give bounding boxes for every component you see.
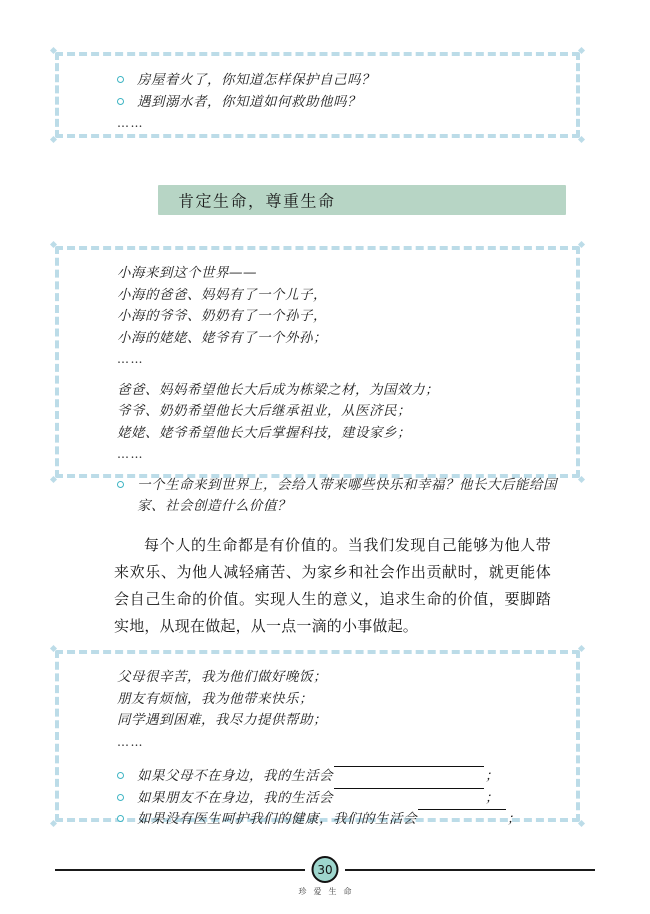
corner-diamond-icon xyxy=(50,476,57,483)
list-item xyxy=(117,70,375,92)
poem-line: 小海的姥姥、姥爷有了一个外孙； xyxy=(117,329,327,346)
ellipsis-text: …… xyxy=(117,116,144,130)
corner-diamond-icon xyxy=(578,241,585,248)
fill-in-blank-item[interactable] xyxy=(117,766,521,788)
circle-bullet-icon xyxy=(117,794,124,801)
page-footer xyxy=(0,856,650,906)
question-text: 遇到溺水者，你知道如何救助他吗？ xyxy=(137,93,361,110)
activity-box-top xyxy=(55,52,580,138)
list-item xyxy=(117,475,557,518)
stanza-spacer xyxy=(117,371,557,380)
statement-line: 朋友有烦恼，我为他带来快乐； xyxy=(117,690,313,707)
fill-in-tail: ； xyxy=(485,768,499,784)
ellipsis-text: …… xyxy=(117,447,144,461)
statement-line: 父母很辛苦，我为他们做好晚饭； xyxy=(117,669,327,685)
hope-line: 爸爸、妈妈希望他长大后成为栋梁之材，为国效力； xyxy=(117,381,439,398)
page-number-badge: 30 xyxy=(312,856,339,883)
fill-in-prompt: 如果父母不在身边，我的生活会 xyxy=(137,768,333,784)
footer-unit-title: 珍爱生命 xyxy=(298,887,359,896)
poem-line: 小海的爷爷、奶奶有了一个孙子， xyxy=(117,308,327,324)
middle-box-content xyxy=(117,263,557,518)
section-heading-band xyxy=(158,185,566,215)
footer-rule-left xyxy=(55,869,305,871)
statement-line: 同学遇到困难，我尽力提供帮助； xyxy=(117,712,327,728)
answer-blank-field[interactable] xyxy=(334,766,484,767)
circle-bullet-icon xyxy=(117,815,124,822)
circle-bullet-icon xyxy=(117,76,124,83)
bottom-box-content xyxy=(117,667,521,831)
fill-in-tail: ； xyxy=(485,789,499,806)
poem-line: 小海的爸爸、妈妈有了一个儿子， xyxy=(117,286,327,303)
activity-box-middle xyxy=(55,246,580,514)
circle-bullet-icon xyxy=(117,98,124,105)
circle-bullet-icon xyxy=(117,772,124,779)
fill-in-prompt: 如果没有医生呵护我们的健康，我们的生活会 xyxy=(137,811,417,827)
top-box-content xyxy=(117,70,375,135)
list-item xyxy=(117,92,375,114)
body-paragraph: 每个人的生命都是有价值的。当我们发现自己能够为他人带来欢乐、为他人减轻痛苦、为家乡和社会作出贡献时，就更能体会自己生命的价值。实现人生的意义，追求生命的价值，要脚踏实地，从现在做起，从一点一滴的小事做起。 xyxy=(114,536,551,635)
circle-bullet-icon xyxy=(117,481,124,488)
hope-line: 姥姥、姥爷希望他长大后掌握科技，建设家乡； xyxy=(117,424,411,441)
section-heading-text: 肯定生命，尊重生命 xyxy=(178,191,336,211)
ellipsis-text: …… xyxy=(117,734,144,749)
fill-in-tail: ； xyxy=(507,811,521,827)
answer-blank-field[interactable] xyxy=(334,788,484,789)
question-text: 房屋着火了，你知道怎样保护自己吗？ xyxy=(137,72,375,88)
stanza-spacer xyxy=(117,466,557,475)
ellipsis-text: …… xyxy=(117,352,144,366)
corner-diamond-icon xyxy=(50,136,57,143)
question-text: 一个生命来到世界上，会给人带来哪些快乐和幸福？他长大后能给国家、社会创造什么价值？ xyxy=(137,476,557,514)
hope-line: 爷爷、奶奶希望他长大后继承祖业，从医济民； xyxy=(117,403,411,419)
fill-in-prompt: 如果朋友不在身边，我的生活会 xyxy=(137,789,333,806)
footer-rule-right xyxy=(345,869,595,871)
fill-in-blank-item[interactable] xyxy=(117,809,521,831)
poem-line: 小海来到这个世界—— xyxy=(117,265,257,281)
activity-box-bottom xyxy=(55,650,580,827)
corner-diamond-icon xyxy=(578,645,585,652)
corner-diamond-icon xyxy=(578,47,585,54)
answer-blank-field[interactable] xyxy=(418,809,506,810)
corner-diamond-icon xyxy=(50,820,57,827)
fill-in-blank-item[interactable] xyxy=(117,788,521,810)
fill-in-blank-list xyxy=(117,766,521,831)
